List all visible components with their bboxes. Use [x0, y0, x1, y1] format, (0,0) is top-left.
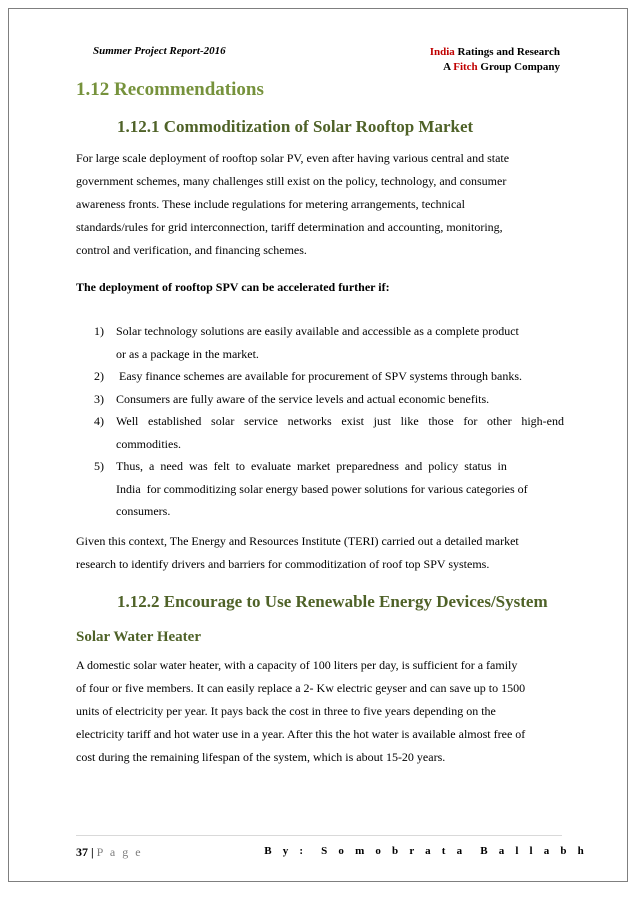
- header-india: India: [429, 46, 455, 58]
- list-line: commodities.: [116, 436, 181, 451]
- list-number: 2): [94, 369, 104, 383]
- list-line: or as a package in the market.: [116, 346, 259, 361]
- list-number: 1): [94, 324, 104, 338]
- list-line: Consumers are fully aware of the service levels and actual economic benefits.: [116, 391, 490, 406]
- list-item: [94, 455, 564, 523]
- recommendation-list: [94, 320, 564, 523]
- list-line: Thus, a need was felt to evaluate market preparedness and policy status in: [116, 459, 507, 473]
- list-line: Solar technology solutions are easily available and accessible as a complete product: [116, 324, 519, 338]
- subsection-1-paragraph: [76, 147, 566, 262]
- list-line: Well established solar service networks exist just like those for other high-end: [116, 414, 564, 428]
- header-group: Group Company: [477, 61, 560, 73]
- page-word: P a g e: [96, 845, 143, 859]
- subsection-2-title: 1.12.2 Encourage to Use Renewable Energy Devices/System: [117, 592, 548, 611]
- list-item: [94, 320, 564, 365]
- paragraph-line: electricity tariff and hot water use in a year. After this the hot water is available almost free of: [76, 727, 526, 741]
- section-title: 1.12 Recommendations: [76, 79, 264, 100]
- paragraph-line: of four or five members. It can easily replace a 2- Kw electric geyser and can save up to 1500: [76, 681, 526, 695]
- page-number: 37: [76, 845, 88, 859]
- list-number: 3): [94, 391, 104, 406]
- list-item: [94, 365, 564, 388]
- header-fitch: Fitch: [453, 61, 478, 73]
- list-line: Easy finance schemes are available for procurement of SPV systems through banks.: [116, 369, 522, 383]
- list-number: 4): [94, 414, 104, 428]
- solar-water-heater-paragraph: [76, 654, 566, 769]
- deployment-statement: The deployment of rooftop SPV can be accelerated further if:: [76, 280, 390, 294]
- footer-divider: [76, 835, 562, 836]
- paragraph-line: standards/rules for grid interconnection, tariff determination and accounting, monitoring,: [76, 220, 503, 234]
- paragraph-line: government schemes, many challenges still exist on the policy, technology, and consumer: [76, 174, 507, 188]
- list-line: India for commoditizing solar energy based power solutions for various categories of: [116, 481, 528, 496]
- header-report-title: Summer Project Report-2016: [93, 45, 226, 57]
- page-separator: |: [88, 845, 97, 859]
- header-ratings: Ratings and Research: [454, 46, 560, 58]
- paragraph-line: control and verification, and financing schemes.: [76, 243, 307, 257]
- list-item: [94, 410, 564, 455]
- subsection-1-title: 1.12.1 Commoditization of Solar Rooftop Market: [117, 117, 474, 136]
- paragraph-line: cost during the remaining lifespan of the system, which is about 15-20 years.: [76, 750, 446, 764]
- footer-page-number: [76, 845, 143, 860]
- paragraph-line: research to identify drivers and barriers for commoditization of roof top SPV systems.: [76, 557, 490, 571]
- paragraph-line: awareness fronts. These include regulations for metering arrangements, technical: [76, 197, 465, 211]
- list-number: 5): [94, 459, 104, 473]
- solar-water-heater-heading: Solar Water Heater: [76, 629, 201, 645]
- list-item: [94, 388, 564, 411]
- paragraph-line: A domestic solar water heater, with a capacity of 100 liters per day, is sufficient for a family: [76, 658, 518, 672]
- header-company: [430, 45, 560, 75]
- header-a: A: [443, 61, 454, 73]
- list-line: consumers.: [116, 504, 171, 518]
- context-paragraph: [76, 530, 566, 576]
- paragraph-line: For large scale deployment of rooftop solar PV, even after having various central and state: [76, 151, 510, 165]
- paragraph-line: units of electricity per year. It pays back the cost in three to five years depending on the: [76, 704, 496, 718]
- footer-author: B y : S o m o b r a t a B a l l a b h: [264, 845, 588, 857]
- paragraph-line: Given this context, The Energy and Resources Institute (TERI) carried out a detailed market: [76, 534, 519, 548]
